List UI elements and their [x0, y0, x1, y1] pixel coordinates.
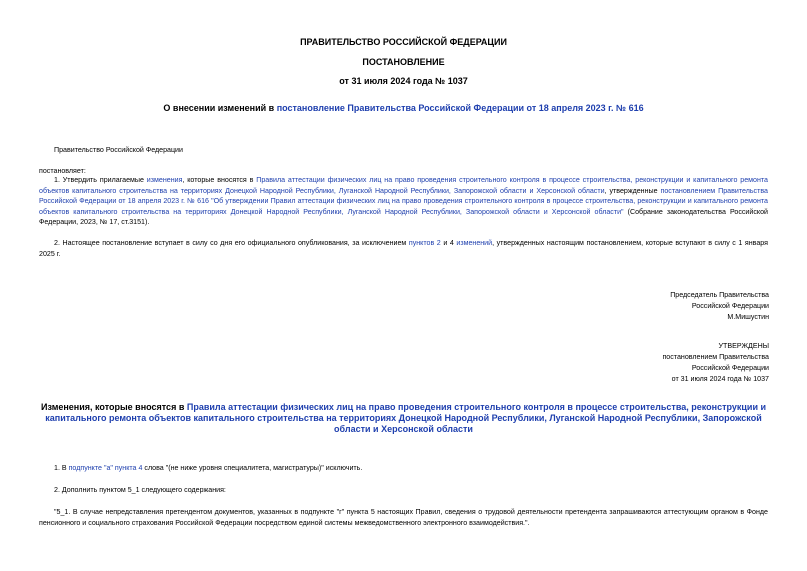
document-title [0, 103, 807, 114]
link-subpoint-a-point-4[interactable]: подпункте "а" пункта 4 [68, 464, 143, 472]
approval-org: Российской Федерации [691, 364, 769, 372]
paragraph-2: 2. Настоящее постановление вступает в силу со дня его официального опубликования, за исключением пунктов 2 и 4 изменений, утвержденных настоящим постановлением, которые вступают в силу с 1 января 2025 г. [39, 239, 769, 258]
signature-block [569, 290, 769, 323]
change-3: "5_1. В случае непредставления претендентом документов, указанных в подпункте "г" пункта 5 настоящих Правил, сведения о трудовой деятельности претендента запрашиваются аттестующим органом в Фонде пенсионного и социального страхования Российской Федерации посредством единой системы межведомственного электронного взаимодействия.". [39, 508, 768, 527]
document-date-number: от 31 июля 2024 года № 1037 [339, 76, 468, 86]
link-changes[interactable]: изменения [146, 176, 183, 184]
signature-org: Российской Федерации [691, 302, 769, 310]
approval-word: УТВЕРЖДЕНЫ [718, 342, 769, 350]
changes-title [40, 402, 767, 435]
approval-by: постановлением Правительства [662, 353, 769, 361]
issuer: Правительство Российской Федерации [54, 146, 183, 154]
link-rules[interactable]: Правила аттестации физических лиц на право проведения строительного контроля в процессе строительства, реконструкции и капитального ремонта объектов капитального строительства на территориях Донецкой Народной Республики, Луганской Народной Республики, Запорожской области и Херсонской области [39, 176, 768, 195]
document-type: ПОСТАНОВЛЕНИЕ [362, 57, 445, 67]
signature-position: Председатель Правительства [670, 291, 769, 299]
link-changes-2[interactable]: изменений [456, 239, 493, 247]
paragraph-1: 1. Утвердить прилагаемые изменения, которые вносятся в Правила аттестации физических лиц на право проведения строительного контроля в процессе строительства, реконструкции и капитального ремонта объектов капитального строительства на территориях Донецкой Народной Республики, Луганской Народной Республики, Запорожской области и Херсонской области, утвержденные постановлением Правительства Российской Федерации от 18 апреля 2023 г. № 616 "Об утверждении Правил аттестации физических лиц на право проведения строительного контроля в процессе строительства, реконструкции и капитального ремонта объектов капитального строительства на территориях Донецкой Народной Республики, Луганской Народной Республики, Запорожской области и Херсонской области" (Собрание законодательства Российской Федерации, 2023, № 17, ст.3151). [39, 176, 768, 226]
change-1: 1. В подпункте "а" пункта 4 слова "(не ниже уровня специалитета, магистратуры)" исключить. [54, 464, 363, 472]
approval-date: от 31 июля 2024 года № 1037 [671, 375, 769, 383]
government-heading: ПРАВИТЕЛЬСТВО РОССИЙСКОЙ ФЕДЕРАЦИИ [300, 37, 507, 47]
approval-block [569, 341, 769, 385]
link-points-2[interactable]: пунктов 2 [408, 239, 441, 247]
changes-title-link-rules[interactable]: Правила аттестации физических лиц на право проведения строительного контроля в процессе строительства, реконструкции и капитального ремонта объектов капитального строительства на территориях Донецкой Народной Республики, Луганской Народной Республики, Запорожской области и Херсонской области [45, 402, 767, 434]
title-link-resolution-616[interactable]: постановление Правительства Российской Федерации от 18 апреля 2023 г. № 616 [276, 103, 644, 113]
changes-title-prefix: Изменения, которые вносятся в [40, 402, 187, 412]
document-title-prefix: О внесении изменений в [163, 103, 277, 113]
link-resolution-616[interactable]: постановлением Правительства Российской Федерации от 18 апреля 2023 г. № 616 "Об утверждении Правил аттестации физических лиц на право проведения строительного контроля в процессе строительства, реконструкции и капитального ремонта объектов капитального строительства на территориях Донецкой Народной Республики, Луганской Народной Республики, Запорожской области и Херсонской области" [39, 186, 768, 216]
signature-name: М.Мишустин [727, 313, 769, 321]
resolves-word: постановляет: [39, 167, 86, 175]
change-2: 2. Дополнить пунктом 5_1 следующего содержания: [54, 486, 226, 494]
